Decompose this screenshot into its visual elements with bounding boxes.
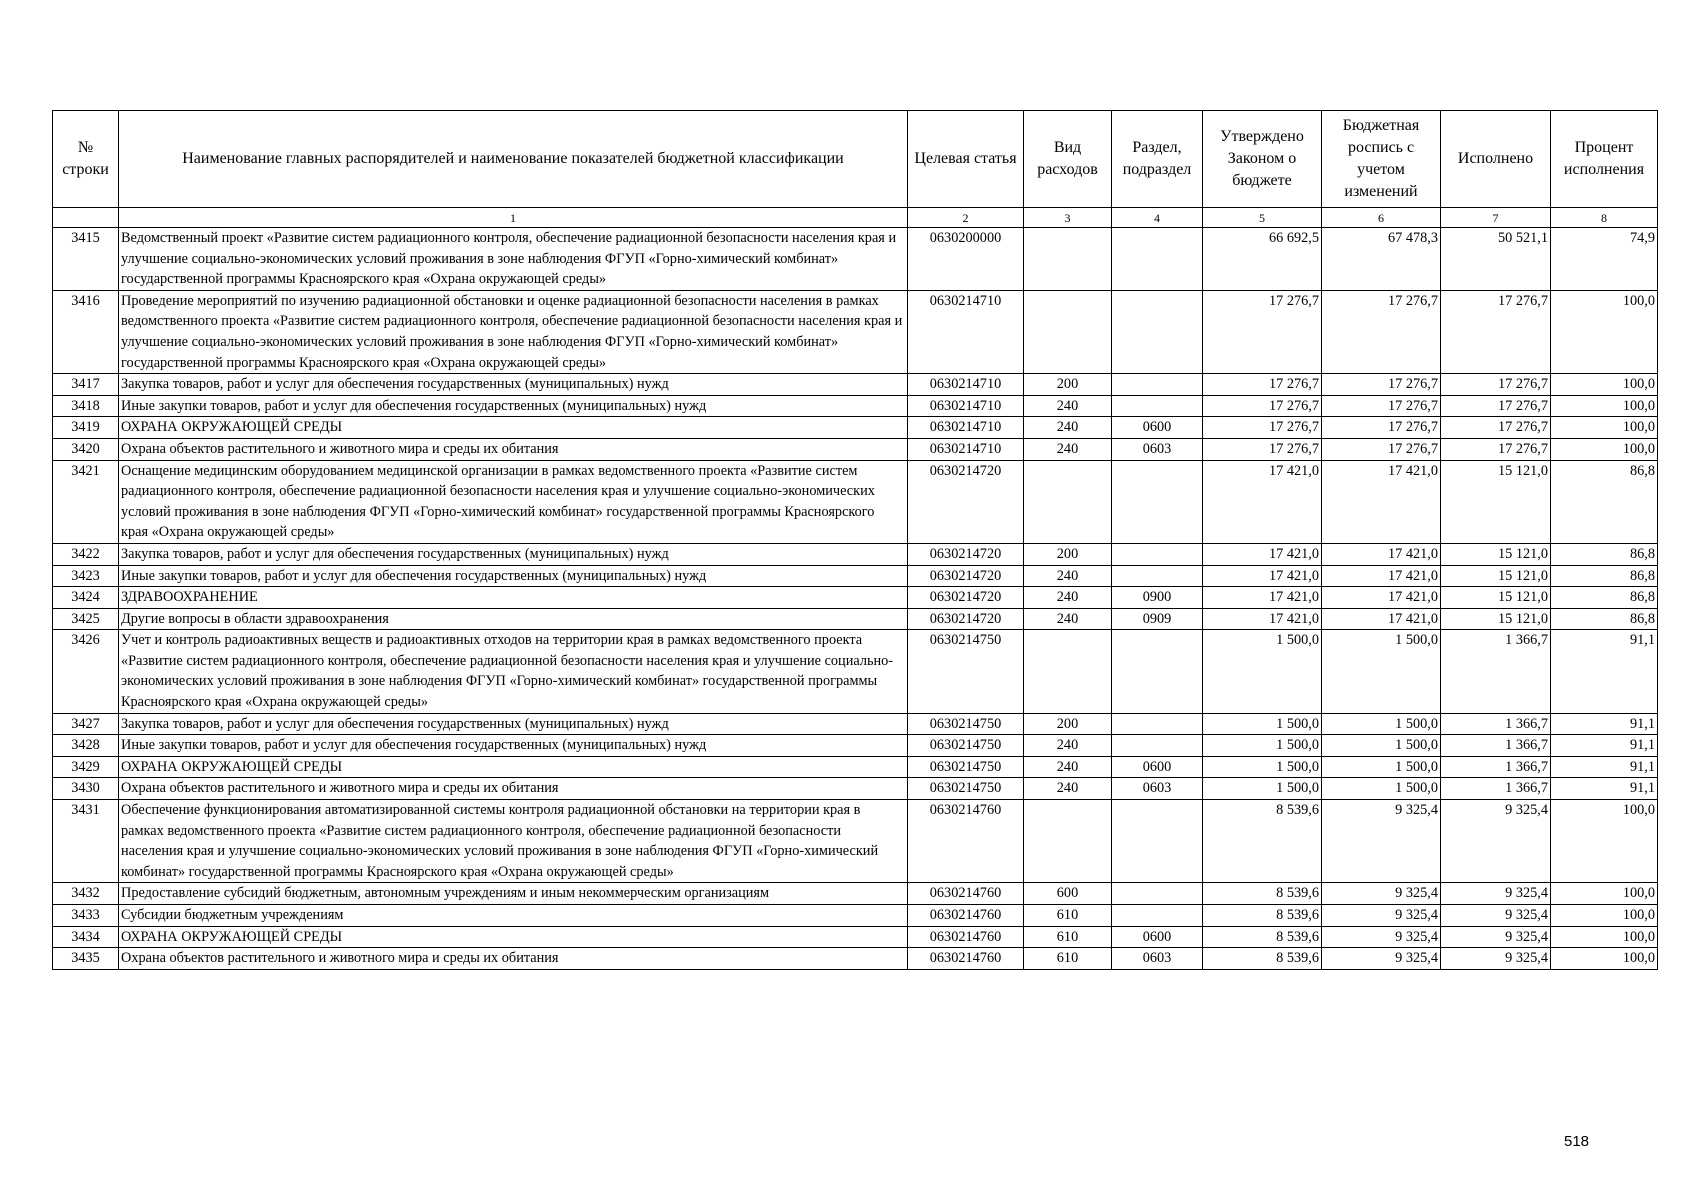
approved-cell: 1 500,0 (1203, 735, 1322, 757)
table-row (53, 778, 1658, 800)
section-cell (1112, 543, 1203, 565)
column-number-label: 8 (1551, 208, 1658, 228)
executed-cell: 17 276,7 (1441, 374, 1551, 396)
table-row (53, 290, 1658, 373)
section-cell (1112, 735, 1203, 757)
target-article-cell: 0630214760 (908, 948, 1024, 970)
target-article-cell: 0630214720 (908, 587, 1024, 609)
row-number-cell: 3430 (53, 778, 119, 800)
expense-type-cell: 240 (1024, 587, 1112, 609)
budget-list-cell: 9 325,4 (1322, 883, 1441, 905)
target-article-cell: 0630214750 (908, 735, 1024, 757)
target-article-cell: 0630214750 (908, 713, 1024, 735)
table-row (53, 460, 1658, 543)
column-header-expense-type: Вид расходов (1024, 111, 1112, 208)
section-cell: 0600 (1112, 417, 1203, 439)
row-number-cell: 3415 (53, 228, 119, 291)
target-article-cell: 0630214760 (908, 883, 1024, 905)
percent-cell: 91,1 (1551, 713, 1658, 735)
column-header-row-number: № строки (53, 111, 119, 208)
section-cell: 0603 (1112, 438, 1203, 460)
table-row (53, 417, 1658, 439)
column-header-approved: Утверждено Законом о бюджете (1203, 111, 1322, 208)
percent-cell: 100,0 (1551, 395, 1658, 417)
expense-type-cell: 200 (1024, 374, 1112, 396)
budget-list-cell: 17 421,0 (1322, 460, 1441, 543)
name-cell: Обеспечение функционирования автоматизированной системы контроля радиационной обстановки на территории края в рамках ведомственного проекта «Развитие систем радиационного контроля, обеспечение радиационной безопасности населения края и улучшение социально-экономических условий проживания в зоне наблюдения ФГУП «Горно-химический комбинат» государственной программы Красноярского края «Охрана окружающей среды» (119, 800, 908, 883)
budget-list-cell: 17 421,0 (1322, 587, 1441, 609)
target-article-cell: 0630214750 (908, 756, 1024, 778)
target-article-cell: 0630214760 (908, 926, 1024, 948)
target-article-cell: 0630214710 (908, 290, 1024, 373)
executed-cell: 9 325,4 (1441, 883, 1551, 905)
approved-cell: 17 421,0 (1203, 460, 1322, 543)
section-cell: 0900 (1112, 587, 1203, 609)
percent-cell: 91,1 (1551, 756, 1658, 778)
row-number-cell: 3422 (53, 543, 119, 565)
section-cell (1112, 905, 1203, 927)
expense-type-cell: 240 (1024, 756, 1112, 778)
budget-list-cell: 17 276,7 (1322, 374, 1441, 396)
approved-cell: 17 421,0 (1203, 565, 1322, 587)
row-number-cell: 3416 (53, 290, 119, 373)
page-number: 518 (1564, 1133, 1590, 1150)
approved-cell: 1 500,0 (1203, 713, 1322, 735)
target-article-cell: 0630214710 (908, 438, 1024, 460)
section-cell (1112, 883, 1203, 905)
budget-list-cell: 9 325,4 (1322, 800, 1441, 883)
expense-type-cell: 200 (1024, 713, 1112, 735)
budget-list-cell: 67 478,3 (1322, 228, 1441, 291)
approved-cell: 1 500,0 (1203, 778, 1322, 800)
column-number-label: 2 (908, 208, 1024, 228)
percent-cell: 86,8 (1551, 565, 1658, 587)
row-number-cell: 3426 (53, 630, 119, 713)
row-number-cell: 3427 (53, 713, 119, 735)
budget-list-cell: 1 500,0 (1322, 735, 1441, 757)
name-cell: Иные закупки товаров, работ и услуг для обеспечения государственных (муниципальных) нужд (119, 395, 908, 417)
row-number-cell: 3433 (53, 905, 119, 927)
row-number-cell: 3423 (53, 565, 119, 587)
expense-type-cell: 240 (1024, 778, 1112, 800)
executed-cell: 17 276,7 (1441, 290, 1551, 373)
executed-cell: 15 121,0 (1441, 565, 1551, 587)
expense-type-cell: 240 (1024, 395, 1112, 417)
executed-cell: 9 325,4 (1441, 800, 1551, 883)
column-header-target-article: Целевая статья (908, 111, 1024, 208)
executed-cell: 1 366,7 (1441, 630, 1551, 713)
target-article-cell: 0630214710 (908, 395, 1024, 417)
budget-list-cell: 17 421,0 (1322, 608, 1441, 630)
target-article-cell: 0630214720 (908, 565, 1024, 587)
table-row (53, 948, 1658, 970)
section-cell: 0600 (1112, 926, 1203, 948)
column-number-label: 6 (1322, 208, 1441, 228)
budget-list-cell: 17 421,0 (1322, 543, 1441, 565)
expense-type-cell: 610 (1024, 905, 1112, 927)
approved-cell: 8 539,6 (1203, 948, 1322, 970)
target-article-cell: 0630214710 (908, 417, 1024, 439)
approved-cell: 17 276,7 (1203, 395, 1322, 417)
percent-cell: 100,0 (1551, 926, 1658, 948)
name-cell: Оснащение медицинским оборудованием медицинской организации в рамках ведомственного проекта «Развитие систем радиационного контроля, обеспечение радиационной безопасности населения края и улучшение социально-экономических условий проживания в зоне наблюдения ФГУП «Горно-химический комбинат» государственной программы Красноярского края «Охрана окружающей среды» (119, 460, 908, 543)
row-number-cell: 3432 (53, 883, 119, 905)
section-cell (1112, 630, 1203, 713)
executed-cell: 50 521,1 (1441, 228, 1551, 291)
name-cell: Субсидии бюджетным учреждениям (119, 905, 908, 927)
row-number-cell: 3419 (53, 417, 119, 439)
section-cell (1112, 290, 1203, 373)
target-article-cell: 0630214720 (908, 608, 1024, 630)
expense-type-cell: 240 (1024, 608, 1112, 630)
table-row (53, 905, 1658, 927)
percent-cell: 100,0 (1551, 417, 1658, 439)
percent-cell: 100,0 (1551, 948, 1658, 970)
section-cell (1112, 374, 1203, 396)
row-number-cell: 3420 (53, 438, 119, 460)
expense-type-cell: 610 (1024, 948, 1112, 970)
name-cell: Иные закупки товаров, работ и услуг для обеспечения государственных (муниципальных) нужд (119, 565, 908, 587)
table-row (53, 800, 1658, 883)
expense-type-cell (1024, 228, 1112, 291)
target-article-cell: 0630214720 (908, 543, 1024, 565)
row-number-cell: 3434 (53, 926, 119, 948)
expense-type-cell: 610 (1024, 926, 1112, 948)
approved-cell: 17 276,7 (1203, 417, 1322, 439)
column-header-budget-list: Бюджетная роспись с учетом изменений (1322, 111, 1441, 208)
percent-cell: 74,9 (1551, 228, 1658, 291)
column-number-label: 5 (1203, 208, 1322, 228)
name-cell: Проведение мероприятий по изучению радиационной обстановки и оценке радиационной безопасности населения в рамках ведомственного проекта «Развитие систем радиационного контроля, обеспечение радиационной безопасности населения края и улучшение социально-экономических условий проживания в зоне наблюдения ФГУП «Горно-химический комбинат» государственной программы Красноярского края «Охрана окружающей среды» (119, 290, 908, 373)
row-number-cell: 3418 (53, 395, 119, 417)
table-row (53, 438, 1658, 460)
executed-cell: 15 121,0 (1441, 460, 1551, 543)
column-number-label: 7 (1441, 208, 1551, 228)
name-cell: ЗДРАВООХРАНЕНИЕ (119, 587, 908, 609)
percent-cell: 86,8 (1551, 587, 1658, 609)
budget-list-cell: 9 325,4 (1322, 905, 1441, 927)
budget-list-cell: 17 421,0 (1322, 565, 1441, 587)
budget-list-cell: 17 276,7 (1322, 438, 1441, 460)
target-article-cell: 0630214760 (908, 905, 1024, 927)
table-row (53, 228, 1658, 291)
percent-cell: 86,8 (1551, 460, 1658, 543)
name-cell: Охрана объектов растительного и животного мира и среды их обитания (119, 438, 908, 460)
budget-execution-table (52, 110, 1658, 970)
name-cell: ОХРАНА ОКРУЖАЮЩЕЙ СРЕДЫ (119, 926, 908, 948)
executed-cell: 9 325,4 (1441, 926, 1551, 948)
percent-cell: 91,1 (1551, 735, 1658, 757)
executed-cell: 1 366,7 (1441, 756, 1551, 778)
executed-cell: 1 366,7 (1441, 735, 1551, 757)
table-row (53, 926, 1658, 948)
percent-cell: 91,1 (1551, 778, 1658, 800)
expense-type-cell (1024, 290, 1112, 373)
approved-cell: 8 539,6 (1203, 905, 1322, 927)
percent-cell: 100,0 (1551, 800, 1658, 883)
expense-type-cell (1024, 630, 1112, 713)
column-number-label: 4 (1112, 208, 1203, 228)
table-row (53, 543, 1658, 565)
budget-list-cell: 9 325,4 (1322, 948, 1441, 970)
approved-cell: 8 539,6 (1203, 800, 1322, 883)
table-row (53, 756, 1658, 778)
row-number-cell: 3431 (53, 800, 119, 883)
executed-cell: 17 276,7 (1441, 438, 1551, 460)
approved-cell: 17 421,0 (1203, 543, 1322, 565)
expense-type-cell: 240 (1024, 565, 1112, 587)
executed-cell: 15 121,0 (1441, 587, 1551, 609)
table-row (53, 883, 1658, 905)
table-row (53, 395, 1658, 417)
table-row (53, 735, 1658, 757)
approved-cell: 17 421,0 (1203, 587, 1322, 609)
name-cell: Охрана объектов растительного и животного мира и среды их обитания (119, 948, 908, 970)
budget-list-cell: 1 500,0 (1322, 756, 1441, 778)
target-article-cell: 0630214720 (908, 460, 1024, 543)
table-row (53, 587, 1658, 609)
column-number-label: 3 (1024, 208, 1112, 228)
budget-list-cell: 1 500,0 (1322, 630, 1441, 713)
column-number-label: 1 (119, 208, 908, 228)
table-row (53, 608, 1658, 630)
row-number-cell: 3435 (53, 948, 119, 970)
column-number-label (53, 208, 119, 228)
executed-cell: 15 121,0 (1441, 608, 1551, 630)
executed-cell: 9 325,4 (1441, 948, 1551, 970)
column-header-section: Раздел, подраздел (1112, 111, 1203, 208)
expense-type-cell (1024, 460, 1112, 543)
name-cell: Охрана объектов растительного и животного мира и среды их обитания (119, 778, 908, 800)
executed-cell: 15 121,0 (1441, 543, 1551, 565)
section-cell (1112, 713, 1203, 735)
name-cell: ОХРАНА ОКРУЖАЮЩЕЙ СРЕДЫ (119, 417, 908, 439)
column-number-row (53, 208, 1658, 228)
approved-cell: 17 276,7 (1203, 290, 1322, 373)
table-row (53, 565, 1658, 587)
approved-cell: 17 276,7 (1203, 438, 1322, 460)
executed-cell: 17 276,7 (1441, 417, 1551, 439)
expense-type-cell: 600 (1024, 883, 1112, 905)
column-header-name: Наименование главных распорядителей и наименование показателей бюджетной классификации (119, 111, 908, 208)
name-cell: Ведомственный проект «Развитие систем радиационного контроля, обеспечение радиационной безопасности населения края и улучшение социально-экономических условий проживания в зоне наблюдения ФГУП «Горно-химический комбинат» государственной программы Красноярского края «Охрана окружающей среды» (119, 228, 908, 291)
name-cell: Учет и контроль радиоактивных веществ и радиоактивных отходов на территории края в рамках ведомственного проекта «Развитие систем радиационного контроля, обеспечение радиационной безопасности населения края и улучшение социально-экономических условий проживания в зоне наблюдения ФГУП «Горно-химический комбинат» государственной программы Красноярского края «Охрана окружающей среды» (119, 630, 908, 713)
target-article-cell: 0630214760 (908, 800, 1024, 883)
row-number-cell: 3417 (53, 374, 119, 396)
budget-list-cell: 17 276,7 (1322, 417, 1441, 439)
percent-cell: 100,0 (1551, 290, 1658, 373)
section-cell: 0603 (1112, 948, 1203, 970)
name-cell: ОХРАНА ОКРУЖАЮЩЕЙ СРЕДЫ (119, 756, 908, 778)
section-cell: 0909 (1112, 608, 1203, 630)
expense-type-cell: 240 (1024, 417, 1112, 439)
name-cell: Предоставление субсидий бюджетным, автономным учреждениям и иным некоммерческим организациям (119, 883, 908, 905)
table-row (53, 630, 1658, 713)
section-cell (1112, 800, 1203, 883)
section-cell: 0600 (1112, 756, 1203, 778)
row-number-cell: 3429 (53, 756, 119, 778)
name-cell: Закупка товаров, работ и услуг для обеспечения государственных (муниципальных) нужд (119, 713, 908, 735)
executed-cell: 17 276,7 (1441, 395, 1551, 417)
percent-cell: 100,0 (1551, 905, 1658, 927)
column-header-percent: Процент исполнения (1551, 111, 1658, 208)
section-cell (1112, 228, 1203, 291)
row-number-cell: 3425 (53, 608, 119, 630)
percent-cell: 86,8 (1551, 608, 1658, 630)
section-cell: 0603 (1112, 778, 1203, 800)
row-number-cell: 3428 (53, 735, 119, 757)
table-row (53, 374, 1658, 396)
budget-list-cell: 17 276,7 (1322, 290, 1441, 373)
target-article-cell: 0630214750 (908, 778, 1024, 800)
name-cell: Закупка товаров, работ и услуг для обеспечения государственных (муниципальных) нужд (119, 374, 908, 396)
approved-cell: 1 500,0 (1203, 630, 1322, 713)
target-article-cell: 0630214750 (908, 630, 1024, 713)
budget-list-cell: 1 500,0 (1322, 713, 1441, 735)
budget-list-cell: 9 325,4 (1322, 926, 1441, 948)
executed-cell: 9 325,4 (1441, 905, 1551, 927)
percent-cell: 91,1 (1551, 630, 1658, 713)
percent-cell: 100,0 (1551, 374, 1658, 396)
name-cell: Закупка товаров, работ и услуг для обеспечения государственных (муниципальных) нужд (119, 543, 908, 565)
approved-cell: 8 539,6 (1203, 926, 1322, 948)
section-cell (1112, 565, 1203, 587)
expense-type-cell: 200 (1024, 543, 1112, 565)
approved-cell: 8 539,6 (1203, 883, 1322, 905)
table-header-row (53, 111, 1658, 208)
table-body (53, 228, 1658, 970)
target-article-cell: 0630214710 (908, 374, 1024, 396)
row-number-cell: 3424 (53, 587, 119, 609)
target-article-cell: 0630200000 (908, 228, 1024, 291)
expense-type-cell (1024, 800, 1112, 883)
approved-cell: 1 500,0 (1203, 756, 1322, 778)
percent-cell: 86,8 (1551, 543, 1658, 565)
executed-cell: 1 366,7 (1441, 713, 1551, 735)
name-cell: Иные закупки товаров, работ и услуг для обеспечения государственных (муниципальных) нужд (119, 735, 908, 757)
expense-type-cell: 240 (1024, 735, 1112, 757)
section-cell (1112, 395, 1203, 417)
table-row (53, 713, 1658, 735)
percent-cell: 100,0 (1551, 438, 1658, 460)
approved-cell: 66 692,5 (1203, 228, 1322, 291)
row-number-cell: 3421 (53, 460, 119, 543)
expense-type-cell: 240 (1024, 438, 1112, 460)
budget-list-cell: 17 276,7 (1322, 395, 1441, 417)
percent-cell: 100,0 (1551, 883, 1658, 905)
approved-cell: 17 421,0 (1203, 608, 1322, 630)
executed-cell: 1 366,7 (1441, 778, 1551, 800)
name-cell: Другие вопросы в области здравоохранения (119, 608, 908, 630)
section-cell (1112, 460, 1203, 543)
approved-cell: 17 276,7 (1203, 374, 1322, 396)
budget-list-cell: 1 500,0 (1322, 778, 1441, 800)
column-header-executed: Исполнено (1441, 111, 1551, 208)
